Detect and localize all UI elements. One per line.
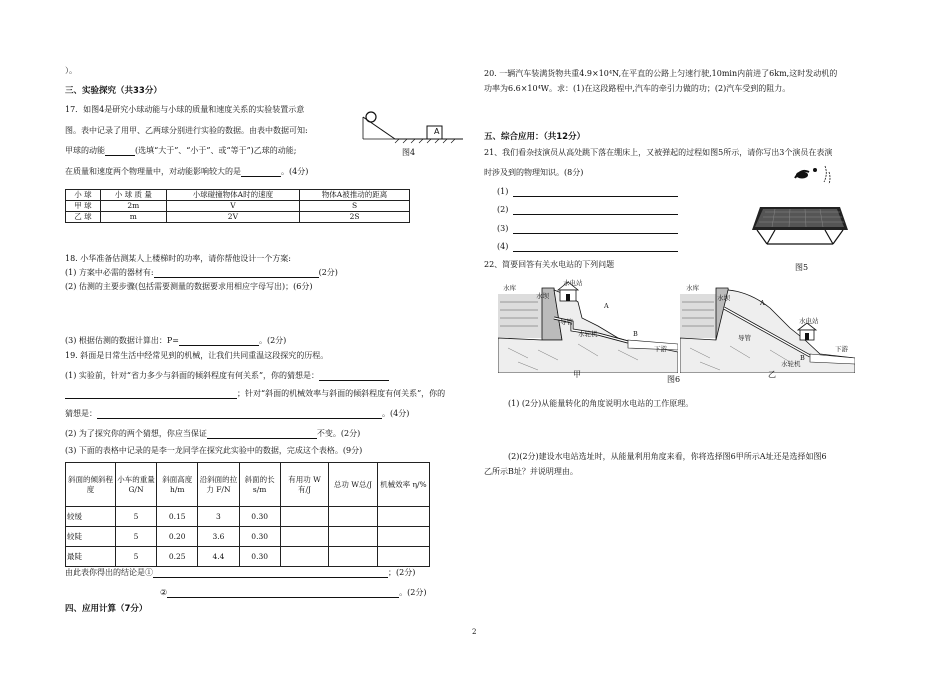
q21-line2: 时涉及到的物理知识。(8分): [484, 168, 584, 177]
table-cell[interactable]: [280, 527, 328, 547]
table-cell: S: [300, 201, 410, 212]
section4-heading: 四、应用计算（7分）: [65, 604, 148, 614]
figure-6-caption: 图6: [667, 375, 681, 384]
q19-line3: ；针对“斜面的机械效率与斜面的倾斜程度有何关系”，你的: [65, 389, 445, 399]
q21-item4: (4): [497, 242, 678, 252]
table-cell[interactable]: [329, 507, 377, 527]
label-B: B: [633, 330, 638, 338]
table-cell: m: [100, 212, 166, 223]
q22-part2-line2: 乙所示B址？并说明理由。: [484, 467, 578, 476]
table-cell[interactable]: [329, 527, 377, 547]
label-pipe: 导管: [560, 318, 573, 326]
table-cell[interactable]: [280, 507, 328, 527]
q20-line1: 20. 一辆汽车装满货物共重4.9×10⁴N,在平直的公路上匀速行驶,10min内前进了6km,这时发动机的: [484, 69, 838, 78]
table-cell: 0.25: [157, 547, 198, 567]
q21-item2: (2): [497, 205, 678, 215]
table-row: [66, 212, 410, 223]
q17-blank1[interactable]: [105, 146, 135, 156]
table-cell: 0.30: [239, 527, 280, 547]
table-row: [66, 507, 430, 527]
table-cell: 0.30: [239, 547, 280, 567]
q19-line5: (2) 为了探究你的两个猜想，你应当保证 不变。(2分): [65, 429, 361, 438]
table-cell: 0.30: [239, 507, 280, 527]
q17-table: [65, 189, 410, 223]
section3-heading: 三、实验探究（共33分）: [65, 86, 162, 96]
q18-blank-equipment[interactable]: [154, 268, 319, 278]
label-yi: 乙: [768, 370, 776, 379]
q20-line2: 功率为6.6×10⁴W。求：(1)在这段路程中,汽车的牵引力做的功；(2)汽车受到的阻力。: [484, 84, 791, 93]
header-cell: 有用功 W有/J: [280, 463, 328, 507]
top-fragment: ）。: [65, 66, 77, 75]
q19-blank-conclusion1[interactable]: [153, 568, 388, 578]
table-header-row: [66, 463, 430, 507]
table-cell: V: [166, 201, 299, 212]
table-cell: 2S: [300, 212, 410, 223]
header-cell: 小车的重量 G/N: [115, 463, 156, 507]
label-downstream: 下游: [835, 345, 848, 353]
label-dam: 水坝: [536, 292, 549, 300]
table-cell: 较缓: [66, 507, 116, 527]
table-row: [66, 527, 430, 547]
q21-blank2[interactable]: [513, 205, 678, 215]
q18-blank-power[interactable]: [179, 336, 259, 346]
table-cell: 最陡: [66, 547, 116, 567]
q19-line1: 19. 斜面是日常生活中经常见到的机械，让我们共同重温这段探究的历程。: [65, 351, 329, 360]
table-cell[interactable]: [329, 547, 377, 567]
q19-line4: 猜想是： 。(4分): [65, 409, 410, 418]
q21-blank4[interactable]: [513, 242, 678, 252]
header-cell: 斜面的倾斜程度: [66, 463, 116, 507]
q17-line4: 在质量和速度两个物理量中，对动能影响较大的是 。(4分): [65, 167, 309, 176]
q19-conclusion2: ② 。(2分): [160, 588, 427, 597]
label-B: B: [800, 354, 805, 362]
q19-table: [65, 462, 430, 567]
q19-conclusion1: 由此表你得出的结论是① ；(2分): [65, 568, 416, 577]
q19-blank-guess1[interactable]: [319, 371, 389, 381]
q21-item3: (3): [497, 224, 678, 234]
q19-blank-guess2[interactable]: [97, 409, 382, 419]
table-header-row: [66, 190, 410, 201]
figure-5-caption: 图5: [795, 263, 809, 272]
performer-icon: [795, 168, 817, 179]
table-cell: 2m: [100, 201, 166, 212]
table-cell[interactable]: [377, 527, 429, 547]
label-reservoir: 水库: [503, 284, 516, 292]
q18-line2: (1) 方案中必需的器材有: (2分): [65, 268, 338, 277]
table-cell[interactable]: [280, 547, 328, 567]
label-station: 水电站: [799, 317, 819, 325]
q22-line1: 22、简要回答有关水电站的下列问题: [484, 260, 615, 269]
q21-blank1[interactable]: [513, 187, 678, 197]
table-cell: 5: [115, 527, 156, 547]
label-downstream: 下游: [654, 345, 667, 353]
header-cell: 小 球 质 量: [100, 190, 166, 201]
header-cell: 小球碰撞物体A时的速度: [166, 190, 299, 201]
table-cell: 5: [115, 507, 156, 527]
q22-part2-line1: (2)(2分)建设水电站选址时，从能量利用角度来看，你将选择图6甲所示A址还是选择如图6: [508, 452, 827, 461]
q19-blank-constant[interactable]: [207, 429, 317, 439]
header-cell: 沿斜面的拉力 F/N: [198, 463, 239, 507]
table-cell: 甲 球: [66, 201, 101, 212]
q19-blank-conclusion2[interactable]: [167, 588, 399, 598]
q17-line1: 17．如图4是研究小球动能与小球的质量和速度关系的实验装置示意: [65, 105, 305, 114]
label-turbine: 水轮机: [578, 330, 598, 338]
table-cell: 较陡: [66, 527, 116, 547]
figure-5-trampoline: [745, 162, 855, 252]
section5-heading: 五、综合应用：（共12分）: [484, 132, 586, 142]
table-cell: 4.4: [198, 547, 239, 567]
q18-line3: (2) 估测的主要步骤(包括需要测量的数据要求用相应字母写出)；(6分): [65, 282, 313, 291]
q17-line3: 甲球的动能 (选填“大于”、“小于”、或“等于”)乙球的动能;: [65, 146, 297, 155]
header-cell: 机械效率 η/%: [377, 463, 429, 507]
table-cell: 0.15: [157, 507, 198, 527]
header-cell: 小 球: [66, 190, 101, 201]
label-A: A: [760, 299, 765, 307]
table-cell: 乙 球: [66, 212, 101, 223]
table-row: [66, 547, 430, 567]
q22-part1: (1) (2分)从能量转化的角度说明水电站的工作原理。: [508, 399, 694, 408]
q19-line6: (3) 下面的表格中记录的是李一龙同学在探究此实验中的数据，完成这个表格。(9分): [65, 446, 363, 455]
table-cell: 3: [198, 507, 239, 527]
figure-4-caption: 图4: [402, 148, 416, 157]
table-row: [66, 201, 410, 212]
table-cell: 0.20: [157, 527, 198, 547]
table-cell: 3.6: [198, 527, 239, 547]
header-cell: 物体A被推动的距离: [300, 190, 410, 201]
figure-4-block-label: A: [434, 127, 440, 136]
q21-item1: (1): [497, 187, 678, 197]
page-number: 2: [472, 628, 477, 636]
label-pipe: 导管: [738, 334, 751, 342]
q17-blank2[interactable]: [241, 167, 281, 177]
label-turbine: 水轮机: [781, 360, 801, 368]
header-cell: 总功 W总/J: [329, 463, 377, 507]
q21-blank3[interactable]: [513, 224, 678, 234]
table-cell[interactable]: [377, 507, 429, 527]
q21-line1: 21、我们看杂技演员从高处跳下落在绷床上，又被弹起的过程如图5所示，请你写出3个演员在表演: [484, 148, 833, 157]
q18-line1: 18. 小华准备估测某人上楼梯时的功率，请你帮他设计一个方案:: [65, 254, 291, 263]
figure-6-yi: [680, 278, 855, 373]
q18-line4: (3) 根据估测的数据计算出：P= 。(2分): [65, 336, 287, 345]
label-jia: 甲: [573, 370, 581, 379]
q19-line2: (1) 实验前，针对“省力多少与斜面的倾斜程度有何关系”，你的猜想是：: [65, 371, 389, 381]
header-cell: 斜面的长 s/m: [239, 463, 280, 507]
label-reservoir: 水库: [686, 284, 699, 292]
label-A: A: [604, 302, 609, 310]
header-cell: 斜面高度 h/m: [157, 463, 198, 507]
label-dam: 水坝: [717, 294, 730, 302]
table-cell[interactable]: [377, 547, 429, 567]
q17-line2: 图。表中记录了用甲、乙两球分别进行实验的数据。由表中数据可知:: [65, 126, 308, 135]
figure-6-jia: [498, 278, 678, 373]
table-cell: 5: [115, 547, 156, 567]
label-station: 水电站: [563, 279, 583, 287]
table-cell: 2V: [166, 212, 299, 223]
q19-blank-guess1-cont[interactable]: [65, 389, 237, 399]
